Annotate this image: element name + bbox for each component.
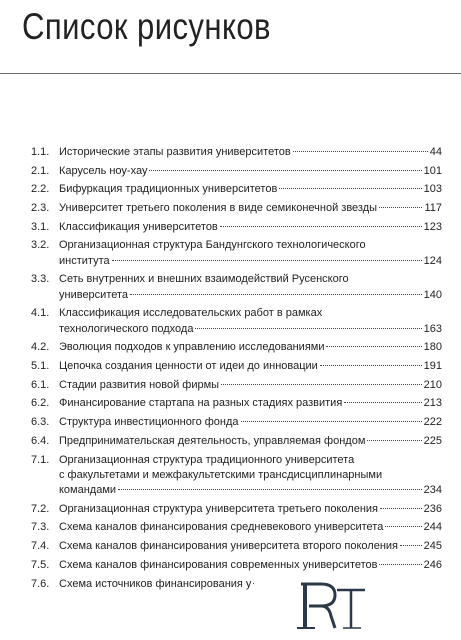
figure-number: 5.1.	[31, 360, 50, 373]
figure-entry	[31, 520, 442, 535]
title-rule	[0, 73, 461, 74]
publisher-logo	[255, 574, 461, 640]
page-number: 117	[424, 202, 442, 215]
page-number: 225	[423, 434, 442, 447]
figure-entry	[31, 453, 442, 499]
figure-title: Классификация исследовательских работ в рамках	[59, 307, 323, 320]
dot-leader	[400, 545, 422, 546]
figure-entry	[31, 238, 442, 269]
figure-entry	[31, 182, 442, 197]
page-title: Список рисунков	[22, 6, 271, 47]
figure-number: 2.3.	[31, 202, 50, 215]
figure-entry	[31, 502, 442, 517]
dot-leader	[112, 260, 422, 261]
page-number: 123	[423, 220, 442, 233]
figure-entry	[31, 220, 442, 235]
dot-leader	[379, 564, 421, 565]
figure-number: 7.4.	[31, 540, 50, 553]
figure-entry	[31, 359, 442, 374]
figure-number: 3.3.	[31, 273, 50, 286]
dot-leader	[320, 365, 422, 366]
figure-number: 7.6.	[31, 577, 50, 590]
page-number: 140	[423, 288, 442, 301]
figure-title: Схема каналов финансирования современных университетов	[59, 558, 378, 571]
figure-title: Сеть внутренних и внешних взаимодействий Русенского	[59, 273, 349, 286]
figure-title: Предпринимательская деятельность, управляемая фондом	[59, 434, 366, 447]
figure-entry	[31, 340, 442, 355]
figure-number: 6.1.	[31, 378, 50, 391]
figure-title: Схема каналов финансирования университета второго поколения	[59, 540, 398, 553]
dot-leader	[220, 226, 422, 227]
dot-leader	[326, 346, 421, 347]
figure-number: 7.3.	[31, 521, 50, 534]
figure-title: Схема источников финансирования у	[59, 577, 252, 590]
page-number: 191	[423, 360, 442, 373]
figure-entry	[31, 306, 442, 337]
figure-number: 7.1.	[31, 453, 50, 466]
figure-entry	[31, 396, 442, 411]
page-number: 210	[423, 378, 442, 391]
figure-entry	[31, 415, 442, 430]
dot-leader	[344, 402, 421, 403]
figure-number: 7.5.	[31, 558, 50, 571]
page-number: 163	[423, 322, 442, 335]
figure-number: 4.1.	[31, 307, 50, 320]
page-number: 180	[423, 341, 442, 354]
figure-entry	[31, 434, 442, 449]
publisher-pr-logo-icon	[291, 582, 375, 632]
dot-leader	[130, 294, 422, 295]
dot-leader	[279, 188, 421, 189]
figure-entry	[31, 201, 442, 216]
figure-entry	[31, 558, 442, 573]
dot-leader	[118, 489, 422, 490]
figure-title: Университет третьего поколения в виде семиконечной звезды	[59, 202, 378, 215]
figure-entry	[31, 145, 442, 160]
figure-title: Бифуркация традиционных университетов	[59, 183, 278, 196]
figure-title: Финансирование стартапа на разных стадиях развития	[59, 397, 343, 410]
page-number: 44	[429, 146, 442, 158]
figure-number: 3.1.	[31, 220, 50, 233]
figure-title: Исторические этапы развития университетов	[59, 146, 291, 158]
figure-title: Организационная структура традиционного университета	[59, 453, 355, 466]
page-number: 234	[423, 484, 442, 497]
figure-number: 6.4.	[31, 434, 50, 447]
figure-number: 3.2.	[31, 239, 50, 252]
figure-title: Цепочка создания ценности от идеи до инновации	[59, 360, 318, 373]
figure-title: Структура инвестиционного фонда	[59, 416, 239, 429]
figure-entry	[31, 164, 442, 179]
list-of-figures	[31, 145, 442, 595]
figure-title: университета	[59, 288, 129, 301]
figure-title: технологического подхода	[59, 322, 194, 335]
dot-leader	[195, 328, 421, 329]
page-number: 246	[423, 558, 442, 571]
figure-title: Классификация университетов	[59, 220, 218, 233]
figure-title: Схема каналов финансирования средневекового университета	[59, 521, 384, 534]
page-number: 236	[423, 502, 442, 515]
figure-entry	[31, 539, 442, 554]
dot-leader	[367, 440, 421, 441]
figure-title: Организационная структура университета третьего поколения	[59, 502, 378, 515]
figure-number: 1.1.	[31, 146, 50, 158]
page-number: 101	[423, 164, 442, 177]
page-number: 213	[423, 397, 442, 410]
figure-title: с факультетами и межфакультетскими трансдисциплинарными	[59, 468, 383, 481]
page-number: 245	[423, 540, 442, 553]
figure-number: 4.2.	[31, 341, 50, 354]
dot-leader	[149, 170, 421, 171]
page-number: 244	[423, 521, 442, 534]
figure-entry	[31, 272, 442, 303]
dot-leader	[241, 421, 422, 422]
figure-number: 2.1.	[31, 164, 50, 177]
figure-title: Карусель ноу-хау	[59, 164, 148, 177]
figure-entry	[31, 378, 442, 393]
figure-title: Организационная структура Бандунгского технологического	[59, 239, 366, 252]
figure-number: 6.3.	[31, 416, 50, 429]
figure-number: 2.2.	[31, 183, 50, 196]
dot-leader	[385, 526, 421, 527]
dot-leader	[221, 384, 422, 385]
page-number: 222	[423, 416, 442, 429]
figure-number: 7.2.	[31, 502, 50, 515]
figure-title: командами	[59, 484, 117, 497]
figure-title: Эволюция подходов к управлению исследованиями	[59, 341, 325, 354]
page-number: 124	[423, 254, 442, 267]
figure-number: 6.2.	[31, 397, 50, 410]
dot-leader	[293, 151, 428, 152]
dot-leader	[379, 207, 422, 208]
figure-title: института	[59, 254, 110, 267]
dot-leader	[380, 508, 422, 509]
figure-title: Стадии развития новой фирмы	[59, 378, 220, 391]
page-number: 103	[423, 183, 442, 196]
